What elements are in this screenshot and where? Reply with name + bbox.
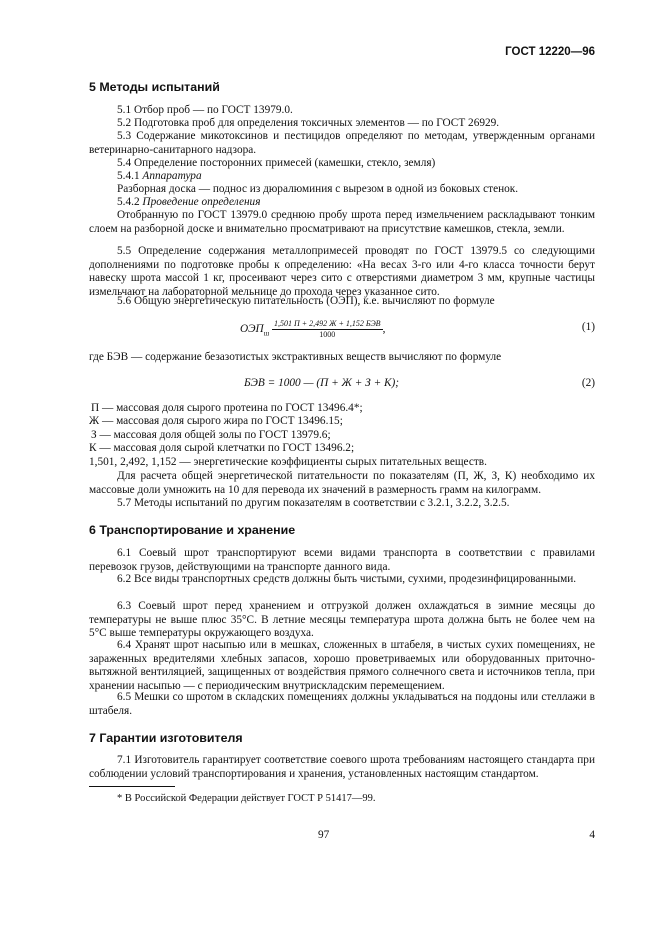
formula-2: БЭВ = 1000 — (П + Ж + З + К); <box>244 377 400 389</box>
clause-title: Аппаратура <box>142 170 202 182</box>
definitions-list <box>89 402 595 469</box>
paragraph-5-6: 5.6 Общую энергетическую питательность (ОЭП), к.е. вычисляют по формуле <box>117 295 495 307</box>
formula-1-fraction <box>272 319 383 340</box>
footnote-divider <box>89 786 175 787</box>
document-header: ГОСТ 12220—96 <box>505 46 595 58</box>
formula-1-label: (1) <box>581 321 595 333</box>
formula-1-denominator: 1000 <box>319 330 336 339</box>
definition-k: К — массовая доля сырой клетчатки по ГОСТ 13496.2; <box>89 442 355 455</box>
paragraph-6-3: 6.3 Соевый шрот перед хранением и отгрузкой должен охлаждаться в зимние месяцы до температуры не выше плюс 35°С. В летние месяцы температура шрота должна быть не более чем на 5°С выше температуры окружающего воздуха. <box>89 600 595 640</box>
footnote: * В Российской Федерации действует ГОСТ Р 51417—99. <box>117 793 376 804</box>
paragraph-5-7: 5.7 Методы испытаний по другим показателям в соответствии с 3.2.1, 3.2.2, 3.2.5. <box>117 497 510 509</box>
paragraph-5-1: 5.1 Отбор проб — по ГОСТ 13979.0. <box>117 104 293 116</box>
paragraph-where: где БЭВ — содержание безазотистых экстрактивных веществ вычисляют по формуле <box>89 351 502 363</box>
paragraph-calc: Для расчета общей энергетической питательности по показателям (П, Ж, З, К) необходимо их массовые доли умножить на 10 для перевода их значений в размерность грамм на килограмм. <box>89 470 595 496</box>
formula-1-numerator: 1,501 П + 2,492 Ж + 1,152 БЭВ <box>273 319 381 328</box>
paragraph-5-4-1-text: Разборная доска — поднос из дюралюминия с вырезом в одной из боковых стенок. <box>117 183 519 195</box>
section-7-heading: 7 Гарантии изготовителя <box>89 731 243 745</box>
paragraph-5-2: 5.2 Подготовка проб для определения токсичных элементов — по ГОСТ 26929. <box>117 117 500 129</box>
clause-number: 5.4.2 <box>117 196 140 208</box>
formula-2-label: (2) <box>581 377 595 389</box>
paragraph-5-4-2 <box>89 196 595 210</box>
page-number: 97 <box>318 829 330 841</box>
paragraph-6-2: 6.2 Все виды транспортных средств должны быть чистыми, сухими, продезинфицированными. <box>117 573 577 585</box>
paragraph-6-1: 6.1 Соевый шрот транспортируют всеми видами транспорта в соответствии с правилами перевозок грузов, действующими на транспорте данного вида. <box>89 547 595 573</box>
paragraph-7-1: 7.1 Изготовитель гарантирует соответствие соевого шрота требованиям настоящего стандарта при соблюдении условий транспортирования и хранения, установленных настоящим стандартом. <box>89 754 595 780</box>
clause-title: Проведение определения <box>142 196 261 208</box>
section-6-heading: 6 Транспортирование и хранение <box>89 523 296 537</box>
section-5-heading: 5 Методы испытаний <box>89 80 220 94</box>
definition-p: П — массовая доля сырого протеина по ГОСТ 13496.4*; <box>91 402 363 414</box>
formula-1-lhs: ОЭП <box>240 323 264 336</box>
formula-1: $ОЭП_ш$ $\frac{\text{1,501 П + 2,492 Ж + 1,152 БЭВ}}{1000}$ , <box>240 319 386 339</box>
definition-zh: Ж — массовая доля сырого жира по ГОСТ 13496.15; <box>89 415 343 428</box>
clause-number: 5.4.1 <box>117 170 140 182</box>
definition-z: З — массовая доля общей золы по ГОСТ 13979.6; <box>91 428 331 441</box>
sheet-number: 4 <box>589 829 595 841</box>
paragraph-5-4-1 <box>89 170 595 184</box>
definition-coefficients: 1,501, 2,492, 1,152 — энергетические коэффициенты сырых питательных веществ. <box>89 455 487 468</box>
paragraph-6-5: 6.5 Мешки со шротом в складских помещениях должны укладываться на поддоны или стеллажи в штабеля. <box>89 691 595 717</box>
paragraph-5-4: 5.4 Определение посторонних примесей (камешки, стекло, земля) <box>117 157 436 169</box>
paragraph-6-4: 6.4 Хранят шрот насыпью или в мешках, сложенных в штабеля, в чистых сухих помещениях, не зараженных вредителями хлебных запасов, хорошо проветриваемых или оборудованных приточно-вытяжной вентиляцией, защищенных от воздействия прямого солнечного света и источников тепла, при хранении насыпью — с периодическим внутрискладским перемещением. <box>89 639 595 692</box>
paragraph-5-3: 5.3 Содержание микотоксинов и пестицидов определяют по методам, утвержденным органами ветеринарно-санитарного надзора. <box>89 130 595 156</box>
paragraph-5-4-2-text: Отобранную по ГОСТ 13979.0 среднюю пробу шрота перед измельчением раскладывают тонким слоем на разборной доске и внимательно просматривают на присутствие камешков, стекла, земли. <box>89 209 595 235</box>
paragraph-5-5: 5.5 Определение содержания металлопримесей проводят по ГОСТ 13979.5 со следующими дополнениями по подготовке пробы к определению: «На весах 3-го или 4-го класса точности берут навеску шрота массой 1 кг, просеивают через сито с отверстиями диаметром 3 мм, крупные частицы измельчают на лабораторной мельнице до прохода через указанное сито. <box>89 245 595 298</box>
formula-1-sub: ш <box>263 329 270 338</box>
